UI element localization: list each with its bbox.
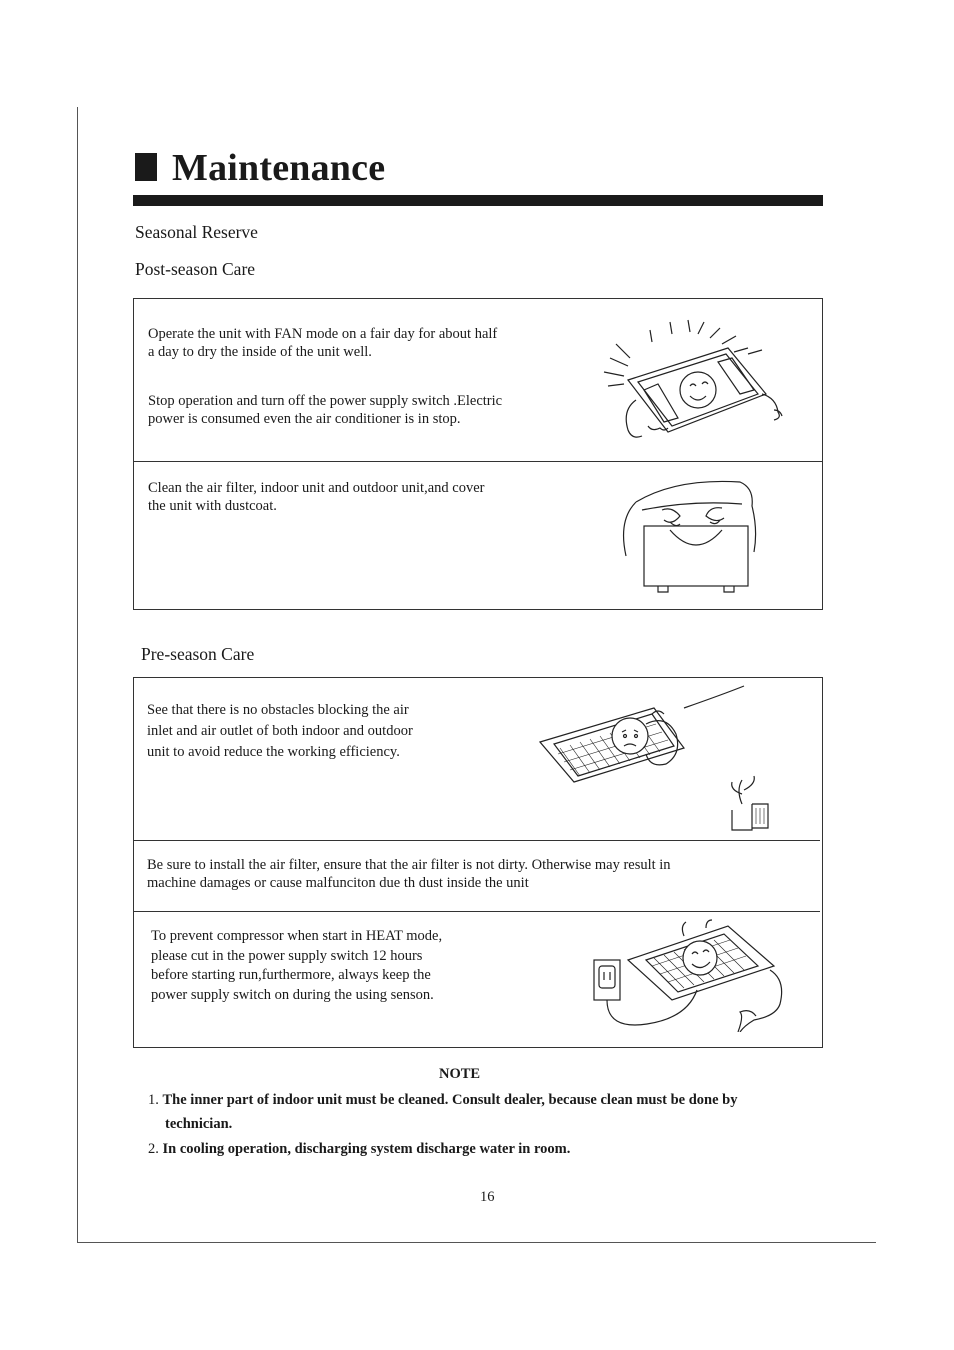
text-line: Stop operation and turn off the power supply switch .Electric: [148, 393, 503, 409]
power-plug-unit-illustration: [588, 918, 788, 1032]
page-title: Maintenance: [172, 147, 386, 189]
text-line: See that there is no obstacles blocking the air: [147, 702, 409, 718]
page-left-rule: [77, 107, 78, 1243]
page-number: 16: [480, 1189, 495, 1205]
note-text: The inner part of indoor unit must be cleaned. Consult dealer, because clean must be done by: [162, 1092, 738, 1108]
text-line: machine damages or cause malfunciton due th dust inside the unit: [147, 874, 529, 891]
text-line: a day to dry the inside of the unit well.: [148, 343, 372, 360]
pre-season-row3-text: [151, 927, 491, 1005]
pre-season-row1-text: [147, 700, 477, 763]
text-line: power supply switch on during the using senson.: [151, 986, 434, 1003]
note-number: 2.: [148, 1141, 159, 1157]
note-number: 1.: [148, 1092, 159, 1108]
text-line: unit to avoid reduce the working efficiency.: [147, 744, 400, 760]
dustcoat-unit-illustration: [618, 474, 768, 598]
post-season-divider: [134, 461, 822, 462]
text-line: before starting run,furthermore, always keep the: [151, 967, 431, 983]
text-line: please cut in the power supply switch 12 hours: [151, 947, 423, 964]
page-bottom-rule: [77, 1242, 876, 1243]
text-line: inlet and air outlet of both indoor and outdoor: [147, 723, 413, 739]
note-title: NOTE: [439, 1066, 481, 1082]
text-line: To prevent compressor when start in HEAT mode,: [151, 928, 443, 944]
note-item-2: [148, 1137, 828, 1161]
text-line: power is consumed even the air conditioner is in stop.: [148, 410, 461, 427]
title-square-marker: [135, 153, 157, 181]
post-season-row2-text: [148, 480, 568, 515]
pre-season-row2-text: [147, 857, 807, 892]
text-line: Operate the unit with FAN mode on a fair day for about half: [148, 326, 498, 342]
section-pre-season-heading: Pre-season Care: [141, 644, 255, 664]
obstacle-check-illustration: [534, 684, 784, 834]
section-seasonal-reserve: Seasonal Reserve: [135, 222, 258, 242]
text-line: Be sure to install the air filter, ensure that the air filter is not dirty. Otherwise may result in: [147, 857, 671, 873]
section-post-season-heading: Post-season Care: [135, 259, 256, 279]
note-text: In cooling operation, discharging system discharge water in room.: [162, 1141, 571, 1157]
post-season-row1-text1: [148, 326, 568, 361]
pre-season-divider-2: [134, 911, 820, 912]
text-line: the unit with dustcoat.: [148, 497, 277, 514]
note-item-1-continuation: technician.: [165, 1116, 233, 1132]
pre-season-divider-1: [134, 840, 820, 841]
note-item-1: [148, 1088, 828, 1112]
title-underline-bar: [133, 195, 823, 206]
post-season-row1-text2: [148, 393, 568, 428]
sun-drying-unit-illustration: [598, 314, 798, 454]
text-line: Clean the air filter, indoor unit and outdoor unit,and cover: [148, 480, 485, 496]
